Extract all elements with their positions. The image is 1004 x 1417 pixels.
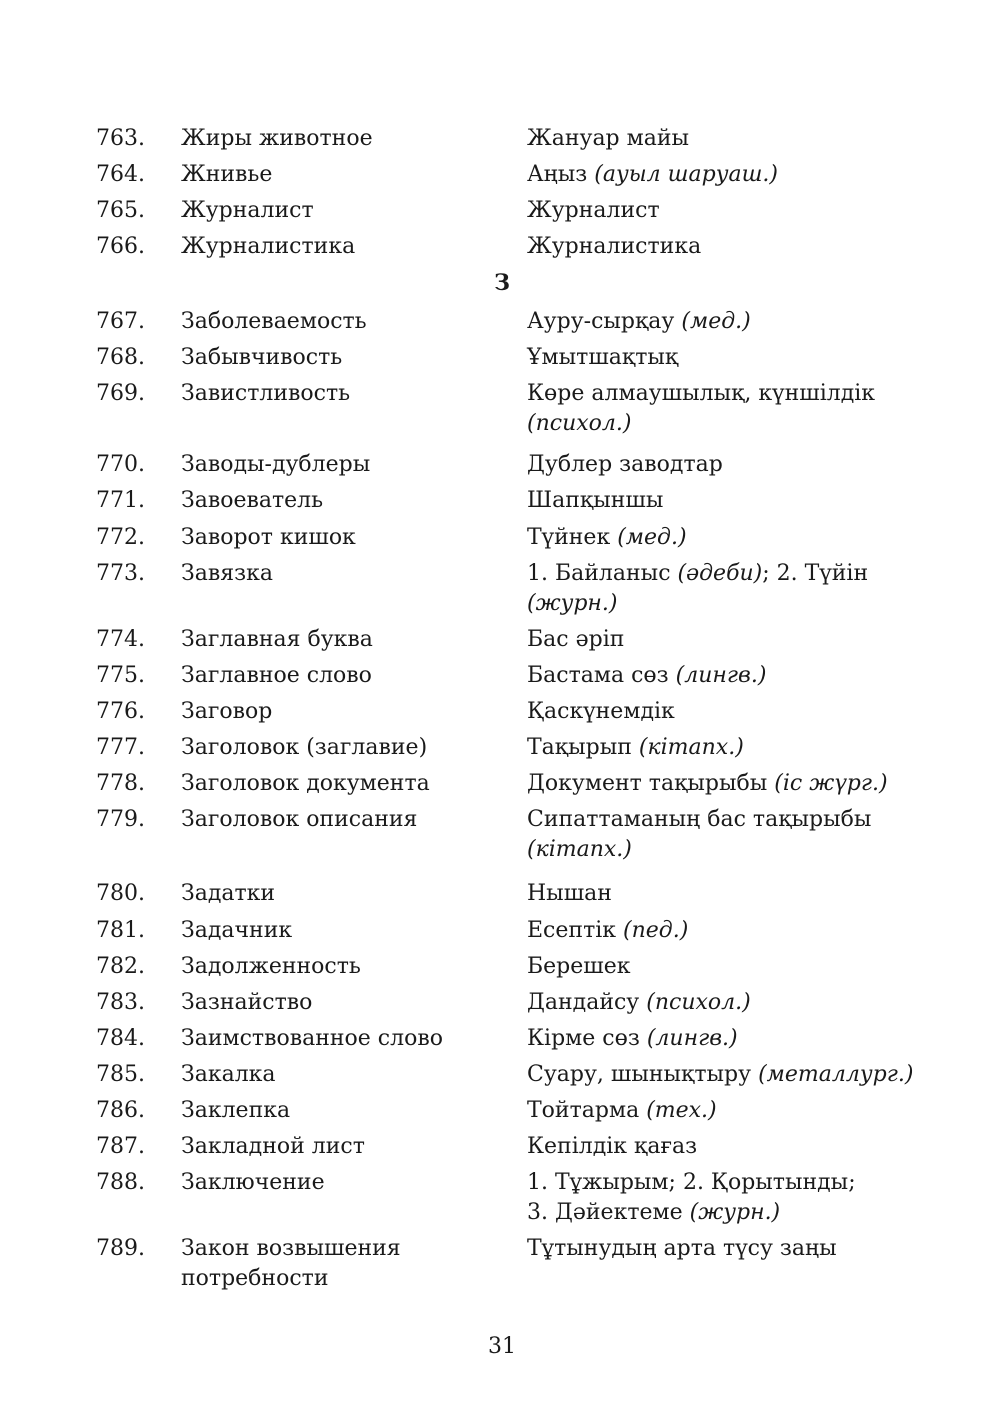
domain-note: (әдеби)	[677, 561, 763, 586]
domain-note: (тех.)	[646, 1098, 717, 1123]
kazakh-translation	[527, 988, 947, 1018]
russian-term: Забывчивость	[181, 345, 343, 370]
russian-term: Завистливость	[181, 381, 351, 406]
translation-text: 3. Дәйектеме	[527, 1200, 690, 1225]
translation-text: 1. Тұжырым; 2. Қорытынды;	[527, 1170, 856, 1195]
domain-note: (мед.)	[681, 309, 751, 334]
translation-text: Кірме сөз	[527, 1026, 647, 1051]
kazakh-translation	[527, 307, 947, 337]
russian-term: Завоеватель	[181, 488, 324, 513]
entry-number: 770.	[96, 452, 145, 477]
translation-text: Тұтынудың арта түсу заңы	[527, 1236, 837, 1261]
russian-term: Закон возвышения потребности	[181, 1236, 401, 1291]
translation-text: Ауру-сырқау	[527, 309, 682, 334]
domain-note: (пед.)	[623, 918, 689, 943]
kazakh-translation	[527, 343, 947, 373]
entry-number: 780.	[96, 881, 145, 906]
kazakh-translation	[527, 661, 947, 691]
translation-text: Бастама сөз	[527, 663, 676, 688]
russian-term: Заголовок документа	[181, 771, 430, 796]
entry-number: 767.	[96, 309, 145, 334]
kazakh-translation	[527, 450, 947, 480]
kazakh-translation	[527, 1024, 947, 1054]
translation-text: Журналист	[527, 198, 660, 223]
domain-note: (металлург.)	[758, 1062, 914, 1087]
translation-text: Түйнек	[527, 525, 618, 550]
russian-term: Задатки	[181, 881, 276, 906]
russian-term: Заголовок (заглавие)	[181, 735, 428, 760]
translation-text: Журналистика	[527, 234, 702, 259]
russian-term: Заклепка	[181, 1098, 291, 1123]
entry-number: 766.	[96, 234, 145, 259]
russian-term: Заболеваемость	[181, 309, 367, 334]
russian-term: Журналистика	[181, 234, 356, 259]
domain-note: (журн.)	[527, 591, 618, 616]
kazakh-translation	[527, 805, 947, 865]
translation-text: Дублер заводтар	[527, 452, 723, 477]
domain-note: (кітапх.)	[527, 837, 632, 862]
entry-number: 771.	[96, 488, 145, 513]
entry-number: 781.	[96, 918, 145, 943]
kazakh-translation	[527, 1168, 947, 1228]
translation-text: Ұмытшақтық	[527, 345, 679, 370]
russian-term: Заворот кишок	[181, 525, 356, 550]
russian-term: Завязка	[181, 561, 273, 586]
entry-number: 776.	[96, 699, 145, 724]
entry-number: 763.	[96, 126, 145, 151]
russian-term: Закладной лист	[181, 1134, 365, 1159]
kazakh-translation	[527, 952, 947, 982]
kazakh-translation	[527, 523, 947, 553]
translation-text: Шапқыншы	[527, 488, 664, 513]
translation-text: Жануар майы	[527, 126, 690, 151]
translation-text: Нышан	[527, 881, 612, 906]
kazakh-translation	[527, 697, 947, 727]
domain-note: (лингв.)	[646, 1026, 738, 1051]
entry-number: 788.	[96, 1170, 145, 1195]
entry-number: 778.	[96, 771, 145, 796]
russian-term: Заголовок описания	[181, 807, 418, 832]
russian-term: Жиры животное	[181, 126, 373, 151]
domain-note: (мед.)	[617, 525, 687, 550]
translation-text: Аңыз	[527, 162, 595, 187]
translation-text: ; 2. Түйін	[762, 561, 869, 586]
russian-term: Задачник	[181, 918, 293, 943]
translation-text: Көре алмаушылық, күншілдік	[527, 381, 876, 406]
russian-term: Жнивье	[181, 162, 273, 187]
translation-text: Тақырып	[527, 735, 639, 760]
kazakh-translation	[527, 124, 947, 154]
entry-number: 772.	[96, 525, 145, 550]
entry-number: 777.	[96, 735, 145, 760]
domain-note: (психол.)	[646, 990, 751, 1015]
entry-number: 768.	[96, 345, 145, 370]
kazakh-translation	[527, 379, 947, 439]
russian-term: Заглавная буква	[181, 627, 373, 652]
translation-text: Берешек	[527, 954, 631, 979]
russian-term: Заговор	[181, 699, 273, 724]
kazakh-translation	[527, 733, 947, 763]
kazakh-translation	[527, 486, 947, 516]
page-number: 31	[488, 1334, 516, 1359]
russian-term: Заключение	[181, 1170, 325, 1195]
kazakh-translation	[527, 916, 947, 946]
translation-text: Дандайсу	[527, 990, 647, 1015]
translation-text: 1. Байланыс	[527, 561, 678, 586]
kazakh-translation	[527, 1060, 947, 1090]
translation-text: Сипаттаманың бас тақырыбы	[527, 807, 872, 832]
entry-number: 765.	[96, 198, 145, 223]
entry-number: 775.	[96, 663, 145, 688]
entry-number: 764.	[96, 162, 145, 187]
kazakh-translation	[527, 196, 947, 226]
kazakh-translation	[527, 769, 947, 799]
translation-text: Суару, шынықтыру	[527, 1062, 759, 1087]
entry-number: 787.	[96, 1134, 145, 1159]
russian-term: Заглавное слово	[181, 663, 372, 688]
kazakh-translation	[527, 625, 947, 655]
entry-number: 785.	[96, 1062, 145, 1087]
russian-term: Зазнайство	[181, 990, 313, 1015]
translation-text: Бас әріп	[527, 627, 625, 652]
russian-term: Закалка	[181, 1062, 276, 1087]
russian-term: Заводы-дублеры	[181, 452, 371, 477]
kazakh-translation	[527, 232, 947, 262]
kazakh-translation	[527, 1234, 947, 1264]
entry-number: 789.	[96, 1236, 145, 1261]
russian-term: Задолженность	[181, 954, 361, 979]
kazakh-translation	[527, 1096, 947, 1126]
domain-note: (лингв.)	[675, 663, 767, 688]
kazakh-translation	[527, 559, 947, 619]
entry-number: 782.	[96, 954, 145, 979]
kazakh-translation	[527, 1132, 947, 1162]
russian-term: Журналист	[181, 198, 314, 223]
domain-note: (журн.)	[689, 1200, 781, 1225]
translation-text: Кепілдік қағаз	[527, 1134, 698, 1159]
entry-number: 779.	[96, 807, 145, 832]
entry-number: 783.	[96, 990, 145, 1015]
translation-text: Есептік	[527, 918, 624, 943]
entry-number: 769.	[96, 381, 145, 406]
translation-text: Қаскүнемдік	[527, 699, 675, 724]
russian-term: Заимствованное слово	[181, 1026, 443, 1051]
kazakh-translation	[527, 160, 947, 190]
entry-number: 786.	[96, 1098, 145, 1123]
translation-text: Тойтарма	[527, 1098, 647, 1123]
domain-note: (іс жүрг.)	[774, 771, 888, 796]
domain-note: (ауыл шаруаш.)	[594, 162, 778, 187]
entry-number: 774.	[96, 627, 145, 652]
domain-note: (кітапх.)	[638, 735, 744, 760]
entry-number: 773.	[96, 561, 145, 586]
entry-number: 784.	[96, 1026, 145, 1051]
translation-text: Документ тақырыбы	[527, 771, 775, 796]
kazakh-translation	[527, 879, 947, 909]
section-letter-heading: З	[494, 270, 510, 296]
domain-note: (психол.)	[527, 411, 632, 436]
